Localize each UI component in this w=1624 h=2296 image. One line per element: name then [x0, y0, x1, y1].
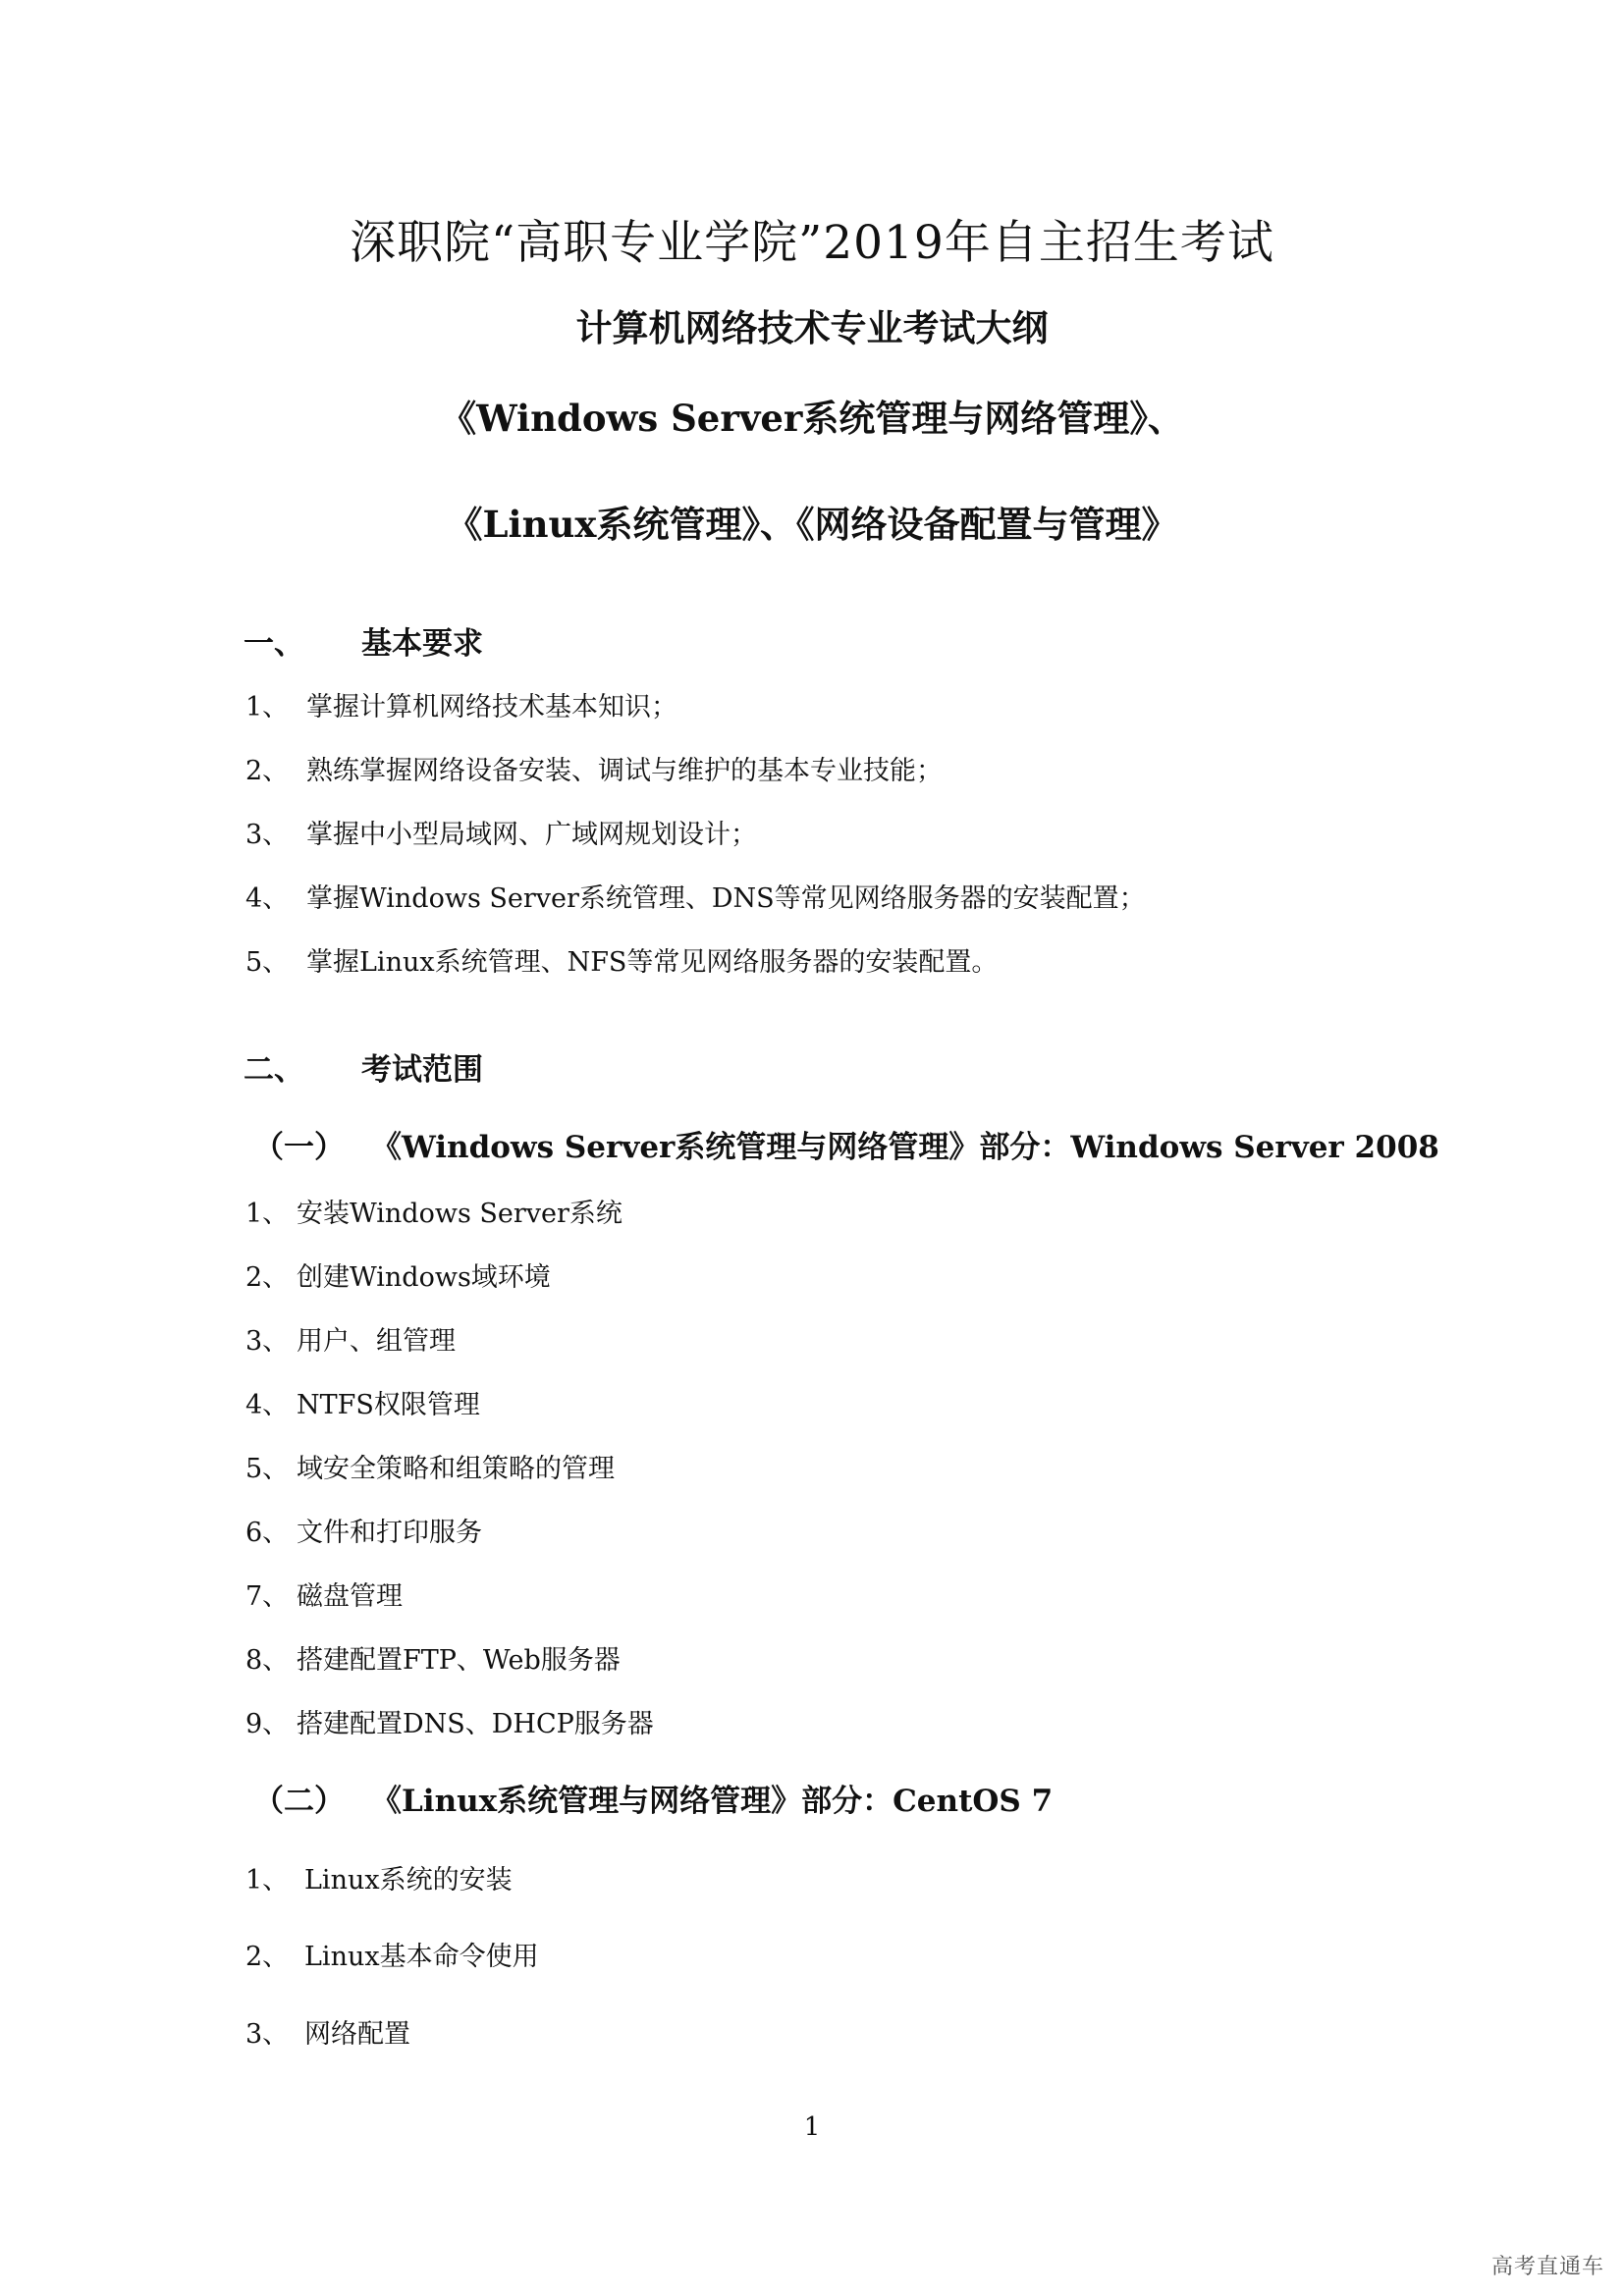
list-item: 9、 搭建配置DNS、DHCP服务器 — [245, 1709, 654, 1739]
list-item: 4、 掌握Windows Server系统管理、DNS等常见网络服务器的安装配置； — [245, 883, 1146, 914]
list-item: 3、 用户、组管理 — [245, 1326, 456, 1357]
list-item: 3、 掌握中小型局域网、广域网规划设计； — [245, 820, 757, 850]
section-heading-basic-requirements — [244, 618, 483, 663]
list-item: 1、 Linux系统的安装 — [245, 1865, 513, 1896]
subsection-title: 《Windows Server系统管理与网络管理》部分：Windows Server 2008 — [371, 1130, 1439, 1165]
list-item: 2、 Linux基本命令使用 — [245, 1942, 539, 1972]
list-item: 7、 磁盘管理 — [245, 1581, 403, 1612]
list-item: 2、 创建Windows域环境 — [245, 1262, 551, 1293]
section-title: 考试范围 — [361, 1052, 483, 1088]
list-item: 5、 域安全策略和组策略的管理 — [245, 1454, 615, 1484]
document-subtitle: 计算机网络技术专业考试大纲 — [575, 306, 1049, 349]
section-number: 一、 — [244, 626, 304, 662]
subsection-number: （一） — [253, 1130, 345, 1165]
list-item: 3、 网络配置 — [245, 2019, 410, 2050]
list-item: 6、 文件和打印服务 — [245, 1518, 482, 1548]
course-names-line-1: 《Windows Server系统管理与网络管理》、 — [440, 397, 1184, 440]
list-item: 8、 搭建配置FTP、Web服务器 — [245, 1645, 621, 1676]
watermark-text: 高考直通车 — [1490, 2255, 1604, 2279]
list-item: 1、 安装Windows Server系统 — [245, 1199, 623, 1229]
list-item: 5、 掌握Linux系统管理、NFS等常见网络服务器的安装配置。 — [245, 947, 999, 978]
section-title: 基本要求 — [361, 626, 483, 662]
subsection-number: （二） — [253, 1784, 345, 1819]
list-item: 1、 掌握计算机网络技术基本知识； — [245, 692, 677, 722]
section-number: 二、 — [244, 1052, 304, 1088]
list-item: 2、 熟练掌握网络设备安装、调试与维护的基本专业技能； — [245, 756, 943, 786]
subsection-heading-windows-server — [253, 1122, 1439, 1166]
section-heading-exam-scope — [244, 1044, 483, 1089]
list-item: 4、 NTFS权限管理 — [245, 1390, 480, 1420]
subsection-title: 《Linux系统管理与网络管理》部分：CentOS 7 — [371, 1784, 1054, 1819]
course-names-line-2: 《Linux系统管理》、《网络设备配置与管理》 — [446, 503, 1178, 546]
page-number: 1 — [803, 2112, 821, 2142]
subsection-heading-linux — [253, 1776, 1053, 1820]
document-title: 深职院“高职专业学院”2019年自主招生考试 — [350, 216, 1274, 270]
